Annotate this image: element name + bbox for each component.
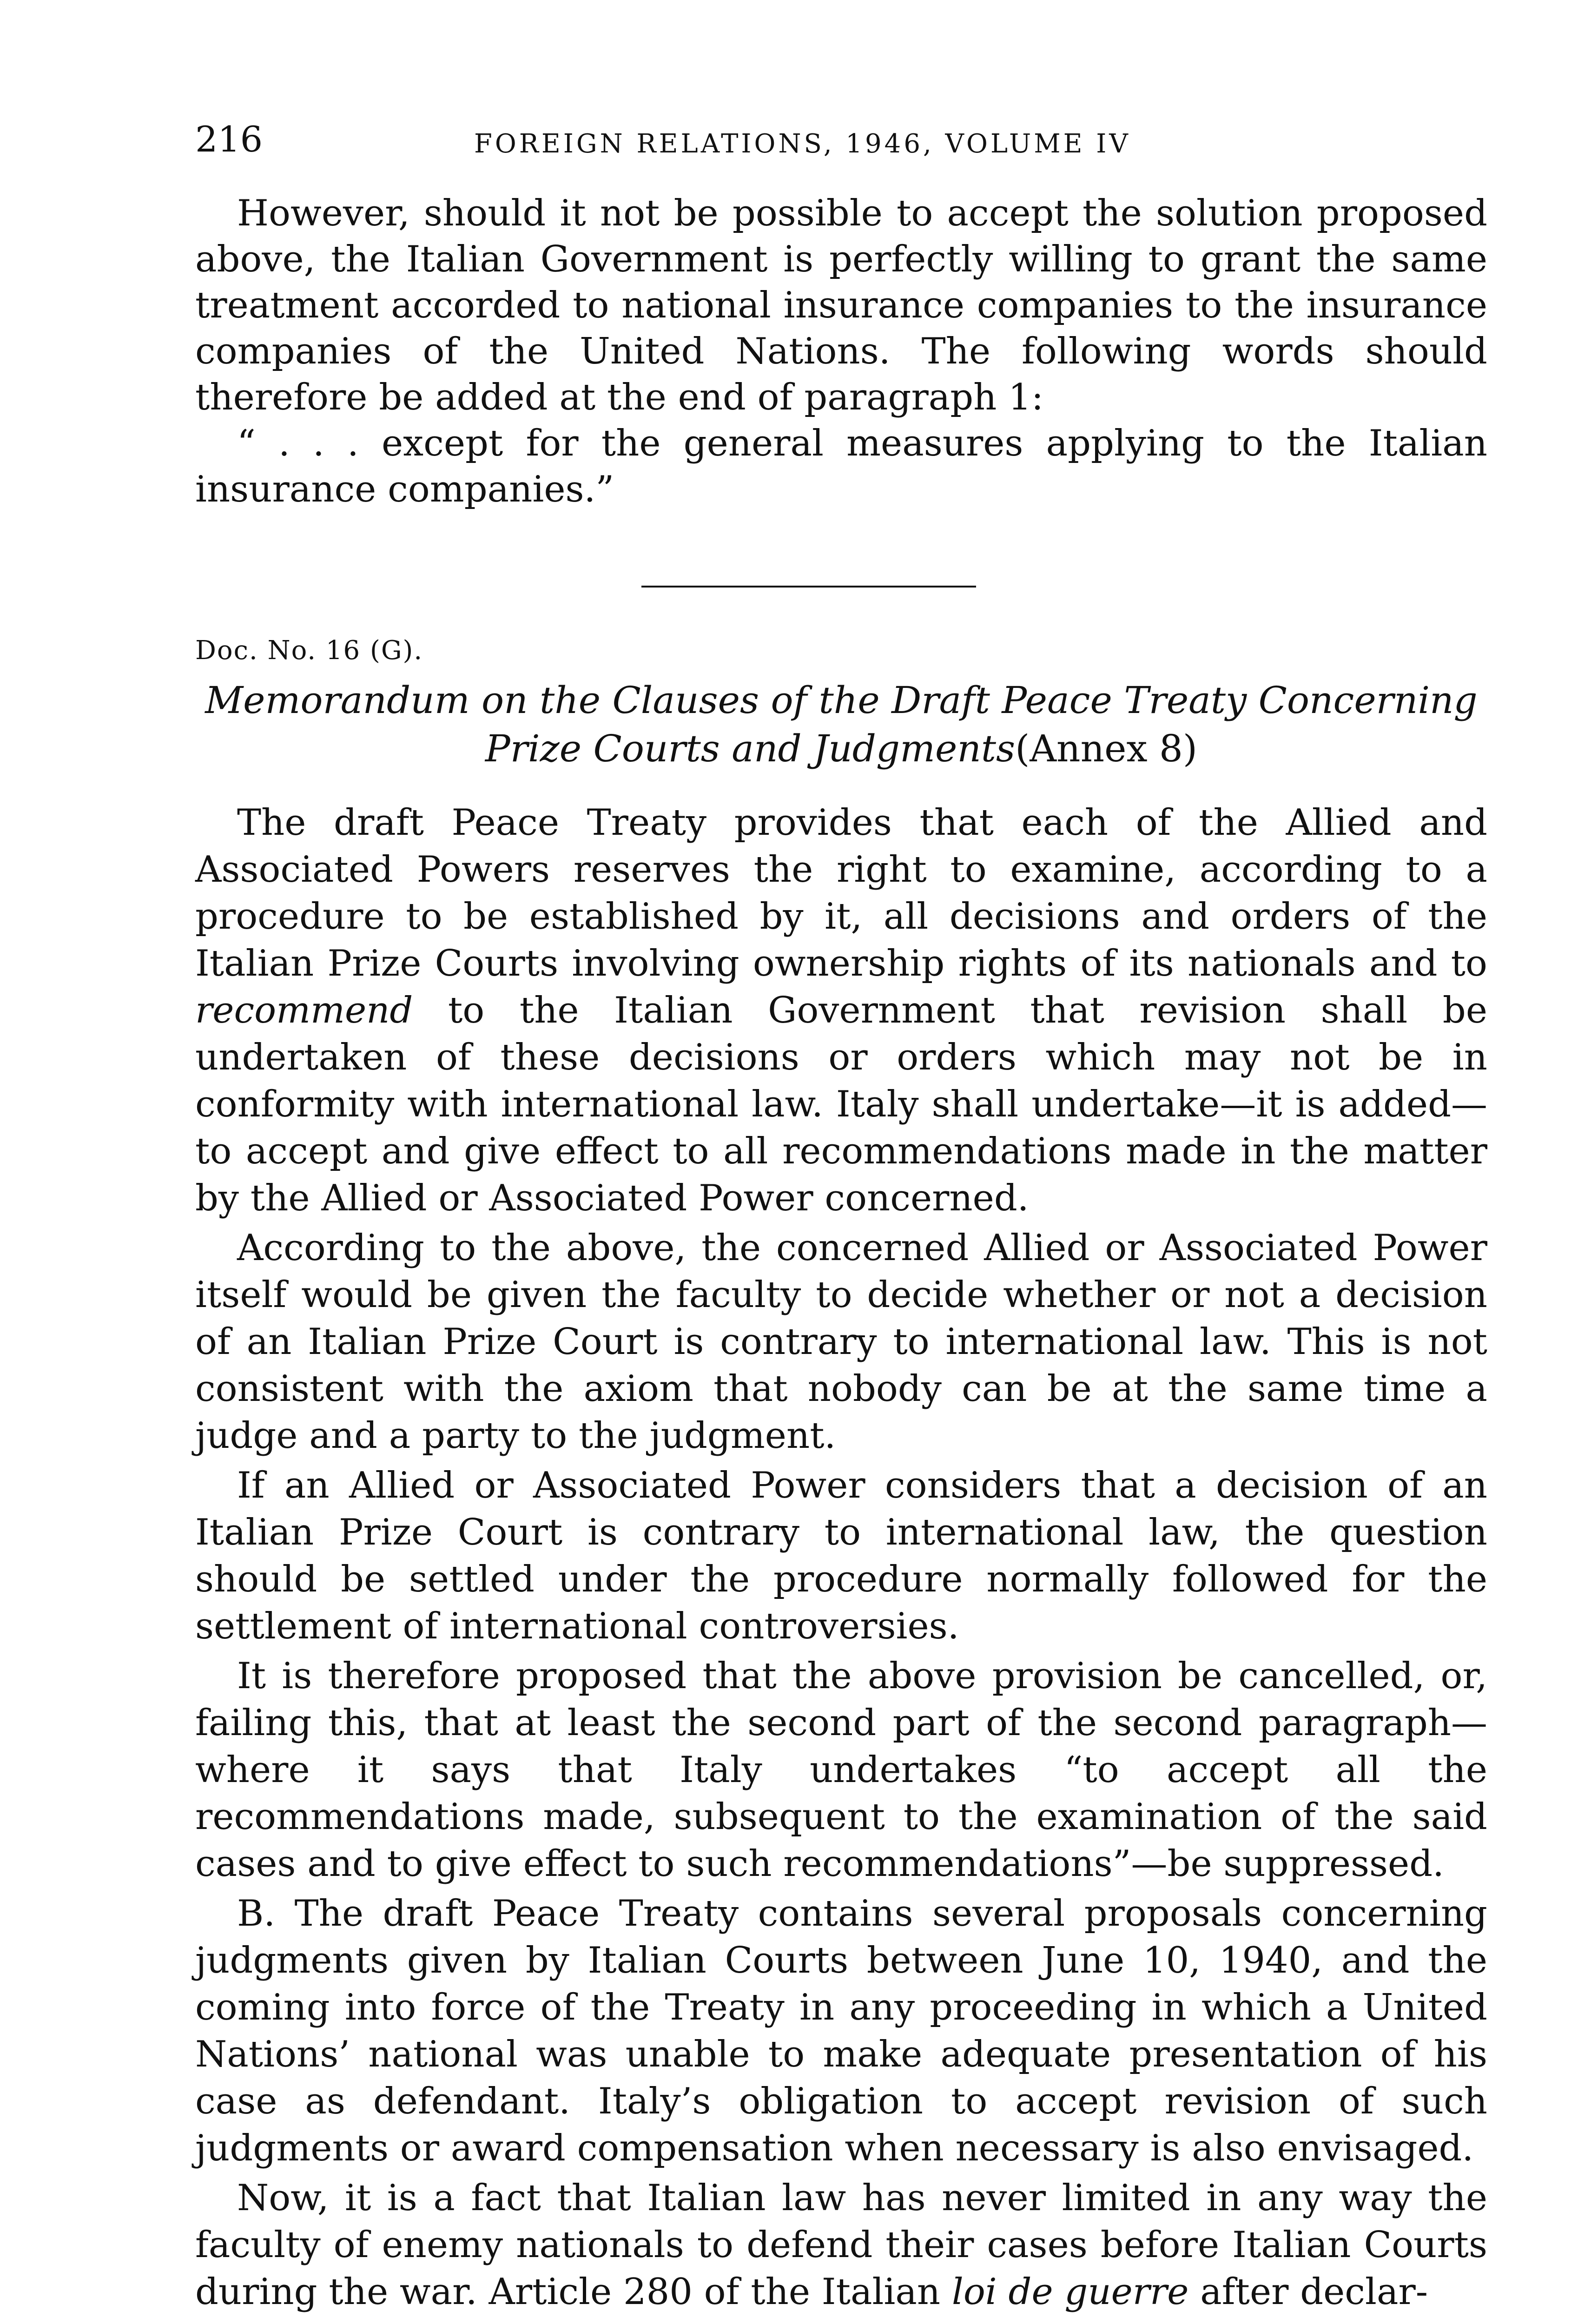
paragraph-6-end: after declar- — [1188, 2271, 1428, 2313]
paragraph-1-italic: recommend — [195, 990, 413, 1031]
page-number: 216 — [195, 119, 263, 160]
document-title — [195, 676, 1487, 773]
paragraph-1-start: The draft Peace Treaty provides that each of the Allied and Associated Powers reserves the right to examine, according to a procedure to be established by it, all decisions and orders of the Italian Prize Courts involving ownership rights of its nationals and to — [195, 802, 1487, 984]
running-title: FOREIGN RELATIONS, 1946, VOLUME IV — [474, 129, 1131, 159]
document-number: Doc. No. 16 (G). — [195, 635, 423, 666]
paragraph-6-italic: loi de guerre — [951, 2271, 1189, 2313]
intro-paragraph: However, should it not be possible to accept the solution proposed above, the Italian Government is perfectly willing to grant the same treatment accorded to national insurance companies to the insurance companies of the United Nations. The following words should therefore be added at the end of paragraph 1: — [195, 192, 1487, 418]
paragraph-4: It is therefore proposed that the above provision be cancelled, or, failing this, that at least the second part of the second paragraph—where it says that Italy undertakes “to accept all the recommendations made, subsequent to the examination of the said cases and to give effect to such recommendations”—be suppressed. — [195, 1655, 1487, 1885]
paragraph-6 — [195, 2175, 1487, 2316]
document-title-text: Memorandum on the Clauses of the Draft Peace Treaty Concerning Prize Courts and Judgments — [205, 679, 1478, 770]
paragraph-5: B. The draft Peace Treaty contains several proposals concerning judgments given by Italian Courts between June 10, 1940, and the coming into force of the Treaty in any proceeding in which a United Nations’ national was unable to make adequate presentation of his case as defendant. Italy’s obligation to accept revision of such judgments or award compensation when necessary is also envisaged. — [195, 1893, 1487, 2169]
paragraph-3: If an Allied or Associated Power considers that a decision of an Italian Prize Court is contrary to international law, the question should be settled under the procedure normally followed for the settlement of international controversies. — [195, 1465, 1487, 1647]
paragraph-2: According to the above, the concerned Allied or Associated Power itself would be given the faculty to decide whether or not a decision of an Italian Prize Court is contrary to international law. This is not consistent with the axiom that nobody can be at the same time a judge and a party to the judgment. — [195, 1227, 1487, 1457]
intro-text — [195, 191, 1487, 513]
annex-label: (Annex 8) — [1015, 727, 1198, 770]
paragraph-1 — [195, 799, 1487, 1222]
memorandum-body — [195, 799, 1487, 2318]
paragraph-1-end: to the Italian Government that revision shall be undertaken of these decisions or orders which may not be in conformity with international law. Italy shall undertake—it is added—to accept and give effect to all recommendations made in the matter by the Allied or Associated Power concerned. — [195, 990, 1487, 1219]
running-head — [195, 116, 1487, 163]
section-divider — [641, 586, 976, 588]
quoted-addition: “ . . . except for the general measures applying to the Italian insurance companies.” — [195, 423, 1487, 510]
paragraph-6-start: Now, it is a fact that Italian law has never limited in any way the faculty of enemy nationals to defend their cases before Italian Courts during the war. Article 280 of the Italian — [195, 2177, 1487, 2313]
